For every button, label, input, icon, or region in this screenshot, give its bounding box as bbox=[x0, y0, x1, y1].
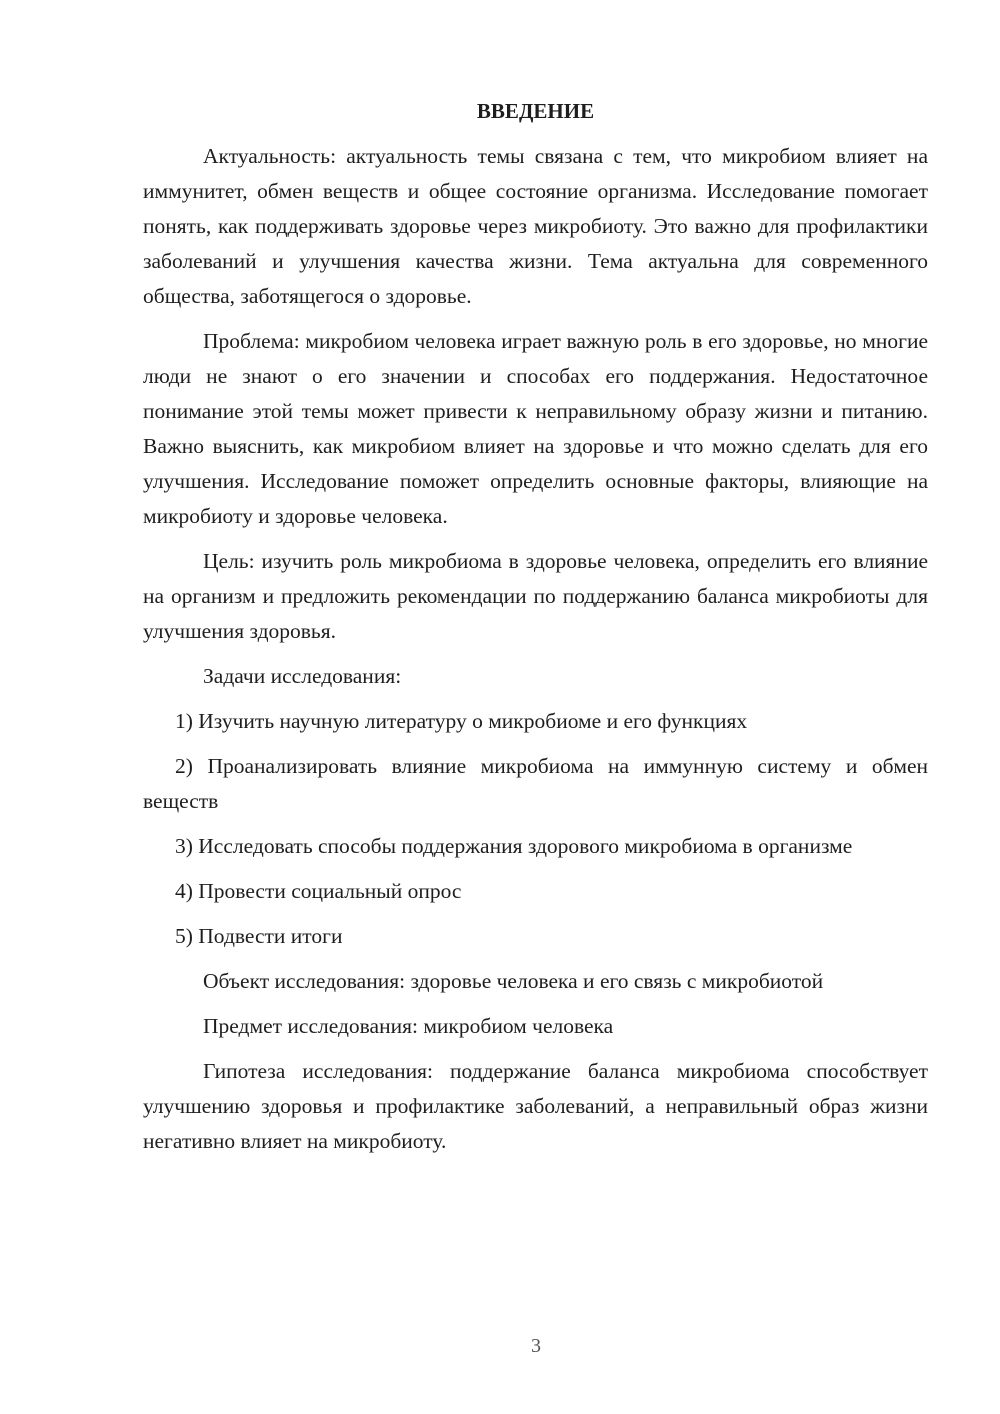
research-hypothesis: Гипотеза исследования: поддержание баланса микробиома способствует улучшению здоровья и профилактике заболеваний, а неправильный образ жизни негативно влияет на микробиоту. bbox=[143, 1059, 928, 1153]
task-item-1: 1) Изучить научную литературу о микробиоме и его функциях bbox=[175, 709, 748, 733]
task-item-4: 4) Провести социальный опрос bbox=[175, 879, 462, 903]
research-object: Объект исследования: здоровье человека и его связь с микробиотой bbox=[203, 969, 824, 993]
paragraph-problem: Проблема: микробиом человека играет важную роль в его здоровье, но многие люди не знают о его значении и способах его поддержания. Недостаточное понимание этой темы может привести к неправильному образу жизни и питанию. Важно выяснить, как микробиом влияет на здоровье и что можно сделать для его улучшения. Исследование поможет определить основные факторы, влияющие на микробиоту и здоровье человека. bbox=[143, 329, 928, 528]
task-item-2: 2) Проанализировать влияние микробиома на иммунную систему и обмен веществ bbox=[143, 754, 928, 813]
task-item-5: 5) Подвести итоги bbox=[175, 924, 343, 948]
tasks-heading: Задачи исследования: bbox=[203, 664, 402, 688]
task-item-3: 3) Исследовать способы поддержания здорового микробиома в организме bbox=[175, 834, 853, 858]
paragraph-relevance: Актуальность: актуальность темы связана с тем, что микробиом влияет на иммунитет, обмен веществ и общее состояние организма. Исследование помогает понять, как поддерживать здоровье через микробиоту. Это важно для профилактики заболеваний и улучшения качества жизни. Тема актуальна для современного общества, заботящегося о здоровье. bbox=[143, 144, 928, 308]
research-subject: Предмет исследования: микробиом человека bbox=[203, 1014, 614, 1038]
page-number: 3 bbox=[531, 1335, 541, 1357]
section-heading: ВВЕДЕНИЕ bbox=[476, 99, 595, 123]
page-body bbox=[143, 94, 928, 1169]
paragraph-goal: Цель: изучить роль микробиома в здоровье человека, определить его влияние на организм и предложить рекомендации по поддержанию баланса микробиоты для улучшения здоровья. bbox=[143, 549, 928, 643]
